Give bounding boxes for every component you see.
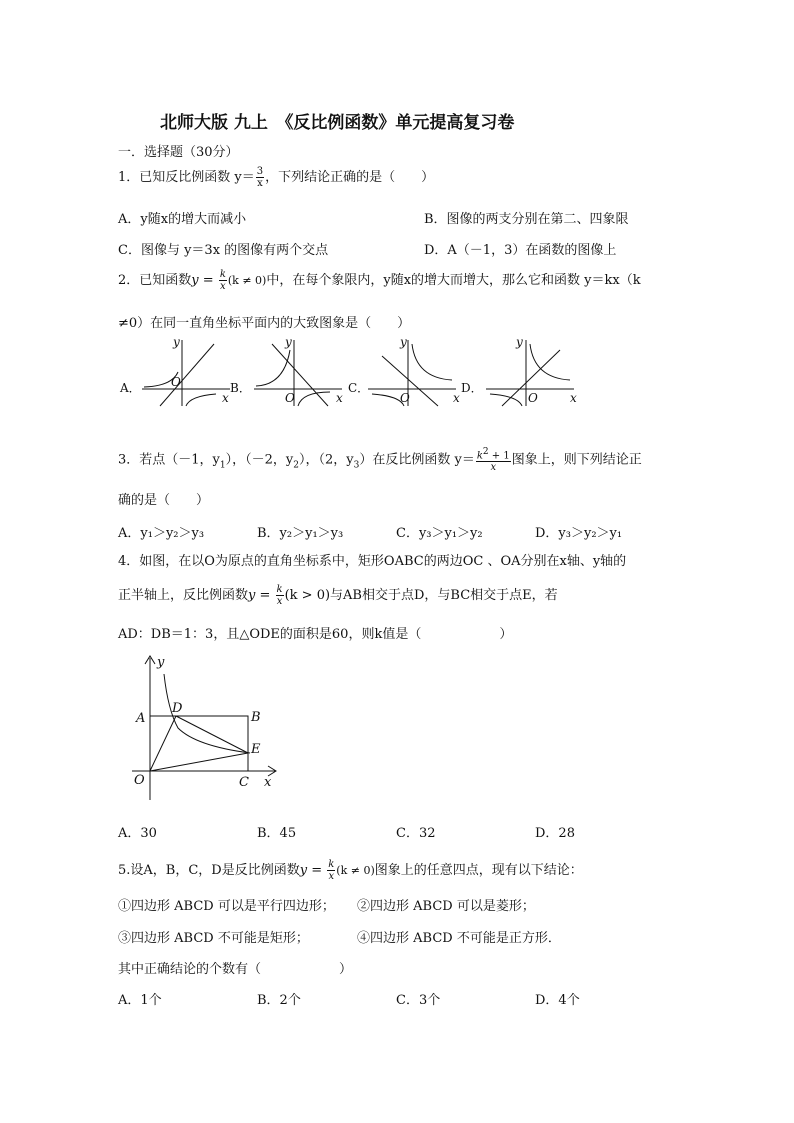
q2-fraction-num: k (219, 269, 226, 280)
q5-fraction-den: x (328, 871, 335, 882)
q3-fraction-num (476, 447, 511, 462)
q5-statement-1: ①四边形 ABCD 可以是平行四边形； (118, 899, 335, 914)
q2-d-axis-y: y (516, 335, 523, 349)
q1-stem-post: ，下列结论正确的是（ ） (265, 170, 435, 185)
q4-option-d: D．28 (535, 826, 575, 841)
q2-fraction (219, 269, 227, 292)
q1-option-d: D．A（－1，3）在函数的图像上 (424, 243, 617, 258)
q4-fraction (276, 584, 284, 607)
q2-label-c: C． (348, 381, 370, 395)
q2-y: y (191, 273, 199, 288)
q5-fraction-num: k (328, 859, 335, 870)
q2-a-axis-x: x (222, 391, 229, 405)
q4-line2-post: (k > 0)与AB相交于点D，与BC相交于点E，若 (284, 588, 558, 603)
q4-rectangle (150, 716, 248, 771)
q1-option-c: C．图像与 y＝3x 的图像有两个交点 (118, 243, 329, 258)
q1-fraction (256, 166, 264, 189)
q2-b-axis-x: x (336, 391, 343, 405)
q5-option-c: C．3个 (396, 993, 441, 1008)
q4-rectangle-figure (126, 650, 286, 804)
q2-d-axis-x: x (570, 391, 577, 405)
q2-stem-post: 中，在每个象限内，y随x的增大而增大，那么它和函数 y＝kx（k (266, 273, 641, 288)
q3-stem-mid2: ），（2，y (298, 452, 354, 468)
q2-stem (118, 269, 641, 292)
q3-stem-mid1: ），（－2，y (225, 452, 294, 468)
q3-sub2: 2 (293, 460, 299, 471)
q3-stem-post: 图象上，则下列结论正 (511, 452, 642, 468)
q5-statement-3: ③四边形 ABCD 不可能是矩形； (118, 931, 309, 946)
q4-label-c: C (239, 775, 249, 790)
q3-fraction-den: x (490, 462, 497, 474)
q4-label-b: B (251, 710, 261, 725)
q2-label-b: B． (230, 381, 251, 395)
q2-c-axis-y: y (400, 335, 407, 349)
q3-sub1: 1 (219, 460, 226, 471)
q1-option-a: A．y随x的增大而减小 (118, 212, 247, 227)
q5-statement-4: ④四边形 ABCD 不可能是正方形． (357, 931, 561, 946)
q4-stem-line1: 4．如图，在以O为原点的直角坐标系中，矩形OABC的两边OC 、OA分别在x轴、y轴的 (118, 554, 627, 569)
q4-fraction-num: k (276, 584, 283, 595)
q5-stem-post: 图象上的任意四点，现有以下结论： (374, 863, 583, 878)
q5-option-a: A．1个 (118, 993, 162, 1008)
q2-graph-c (368, 340, 456, 406)
q1-stem (118, 166, 434, 189)
q4-line2-y: y = (248, 588, 275, 603)
q5-stem (118, 859, 583, 882)
q3-stem (118, 447, 642, 473)
q2-graphs-figure (118, 334, 588, 408)
q2-b-axis-y: y (285, 335, 292, 349)
q4-segment-od (150, 716, 176, 771)
q2-label-d: D． (461, 381, 483, 395)
q4-stem-line2 (118, 584, 558, 607)
q2-graph-a (142, 340, 230, 406)
q2-d-origin: O (528, 391, 538, 405)
q3-option-b: B．y₂＞y₁＞y₃ (257, 526, 344, 541)
q3-num-tail: + 1 (488, 450, 510, 462)
q2-eq: = (198, 273, 218, 288)
q3-option-d: D．y₃＞y₂＞y₁ (535, 526, 623, 541)
q3-sub3: 3 (353, 460, 360, 471)
q5-option-d: D．4个 (535, 993, 580, 1008)
q4-option-c: C．32 (396, 826, 436, 841)
q4-label-y: y (157, 655, 165, 670)
q5-condition: (k ≠ 0) (336, 864, 375, 877)
section-heading: 一．选择题（30分） (118, 145, 239, 160)
q4-option-b: B．45 (257, 826, 297, 841)
q4-label-x: x (264, 775, 272, 790)
q2-c-axis-x: x (453, 391, 460, 405)
q4-line2-pre: 正半轴上，反比例函数 (118, 588, 249, 603)
q4-stem-line3: AD：DB＝1：3，且△ODE的面积是60，则k值是（ ） (118, 627, 513, 642)
q3-option-a: A．y₁＞y₂＞y₃ (118, 526, 205, 541)
q5-y: y = (299, 863, 327, 878)
q4-label-d: D (172, 701, 183, 716)
q1-stem-pre: 1．已知反比例函数 y＝ (118, 170, 255, 185)
q5-ask: 其中正确结论的个数有（ ） (118, 962, 353, 977)
q3-stem-pre: 3．若点（－1，y (118, 452, 220, 468)
q1-fraction-num: 3 (256, 166, 264, 177)
q3-fraction (476, 447, 511, 473)
q2-a-axis-y: y (173, 335, 180, 349)
q1-fraction-den: x (257, 178, 263, 189)
q2-b-origin: O (285, 391, 295, 405)
q4-label-a: A (136, 711, 146, 726)
q4-segment-oe (150, 753, 248, 771)
q2-label-a: A． (120, 381, 141, 395)
q4-label-o: O (134, 773, 145, 788)
q2-graph-b (254, 340, 342, 406)
q3-num-exp: 2 (482, 447, 489, 457)
q3-stem-mid3: ）在反比例函数 y＝ (359, 452, 475, 468)
q2-stem-pre: 2．已知函数 (118, 273, 192, 288)
q4-fraction-den: x (276, 596, 283, 607)
q1-option-b: B．图像的两支分别在第二、四象限 (424, 212, 629, 227)
q5-fraction (327, 859, 335, 882)
q2-stem-line2: ≠0）在同一直角坐标平面内的大致图象是（ ） (118, 316, 411, 331)
q2-fraction-den: x (220, 281, 226, 292)
q3-num-base: k (476, 450, 483, 462)
q5-statement-2: ②四边形 ABCD 可以是菱形； (357, 899, 535, 914)
page-title: 北师大版 九上 《反比例函数》单元提高复习卷 (160, 113, 515, 133)
q3-option-c: C．y₃＞y₁＞y₂ (396, 526, 483, 541)
q4-option-a: A．30 (118, 826, 157, 841)
q5-stem-pre: 5.设A，B，C，D是反比例函数 (118, 863, 300, 878)
q2-condition: (k ≠ 0) (227, 274, 267, 287)
q3-stem-line2: 确的是（ ） (118, 493, 210, 508)
q5-option-b: B．2个 (257, 993, 301, 1008)
q4-label-e: E (251, 742, 261, 757)
q2-c-origin: O (400, 391, 410, 405)
q2-a-origin: O (171, 375, 181, 389)
